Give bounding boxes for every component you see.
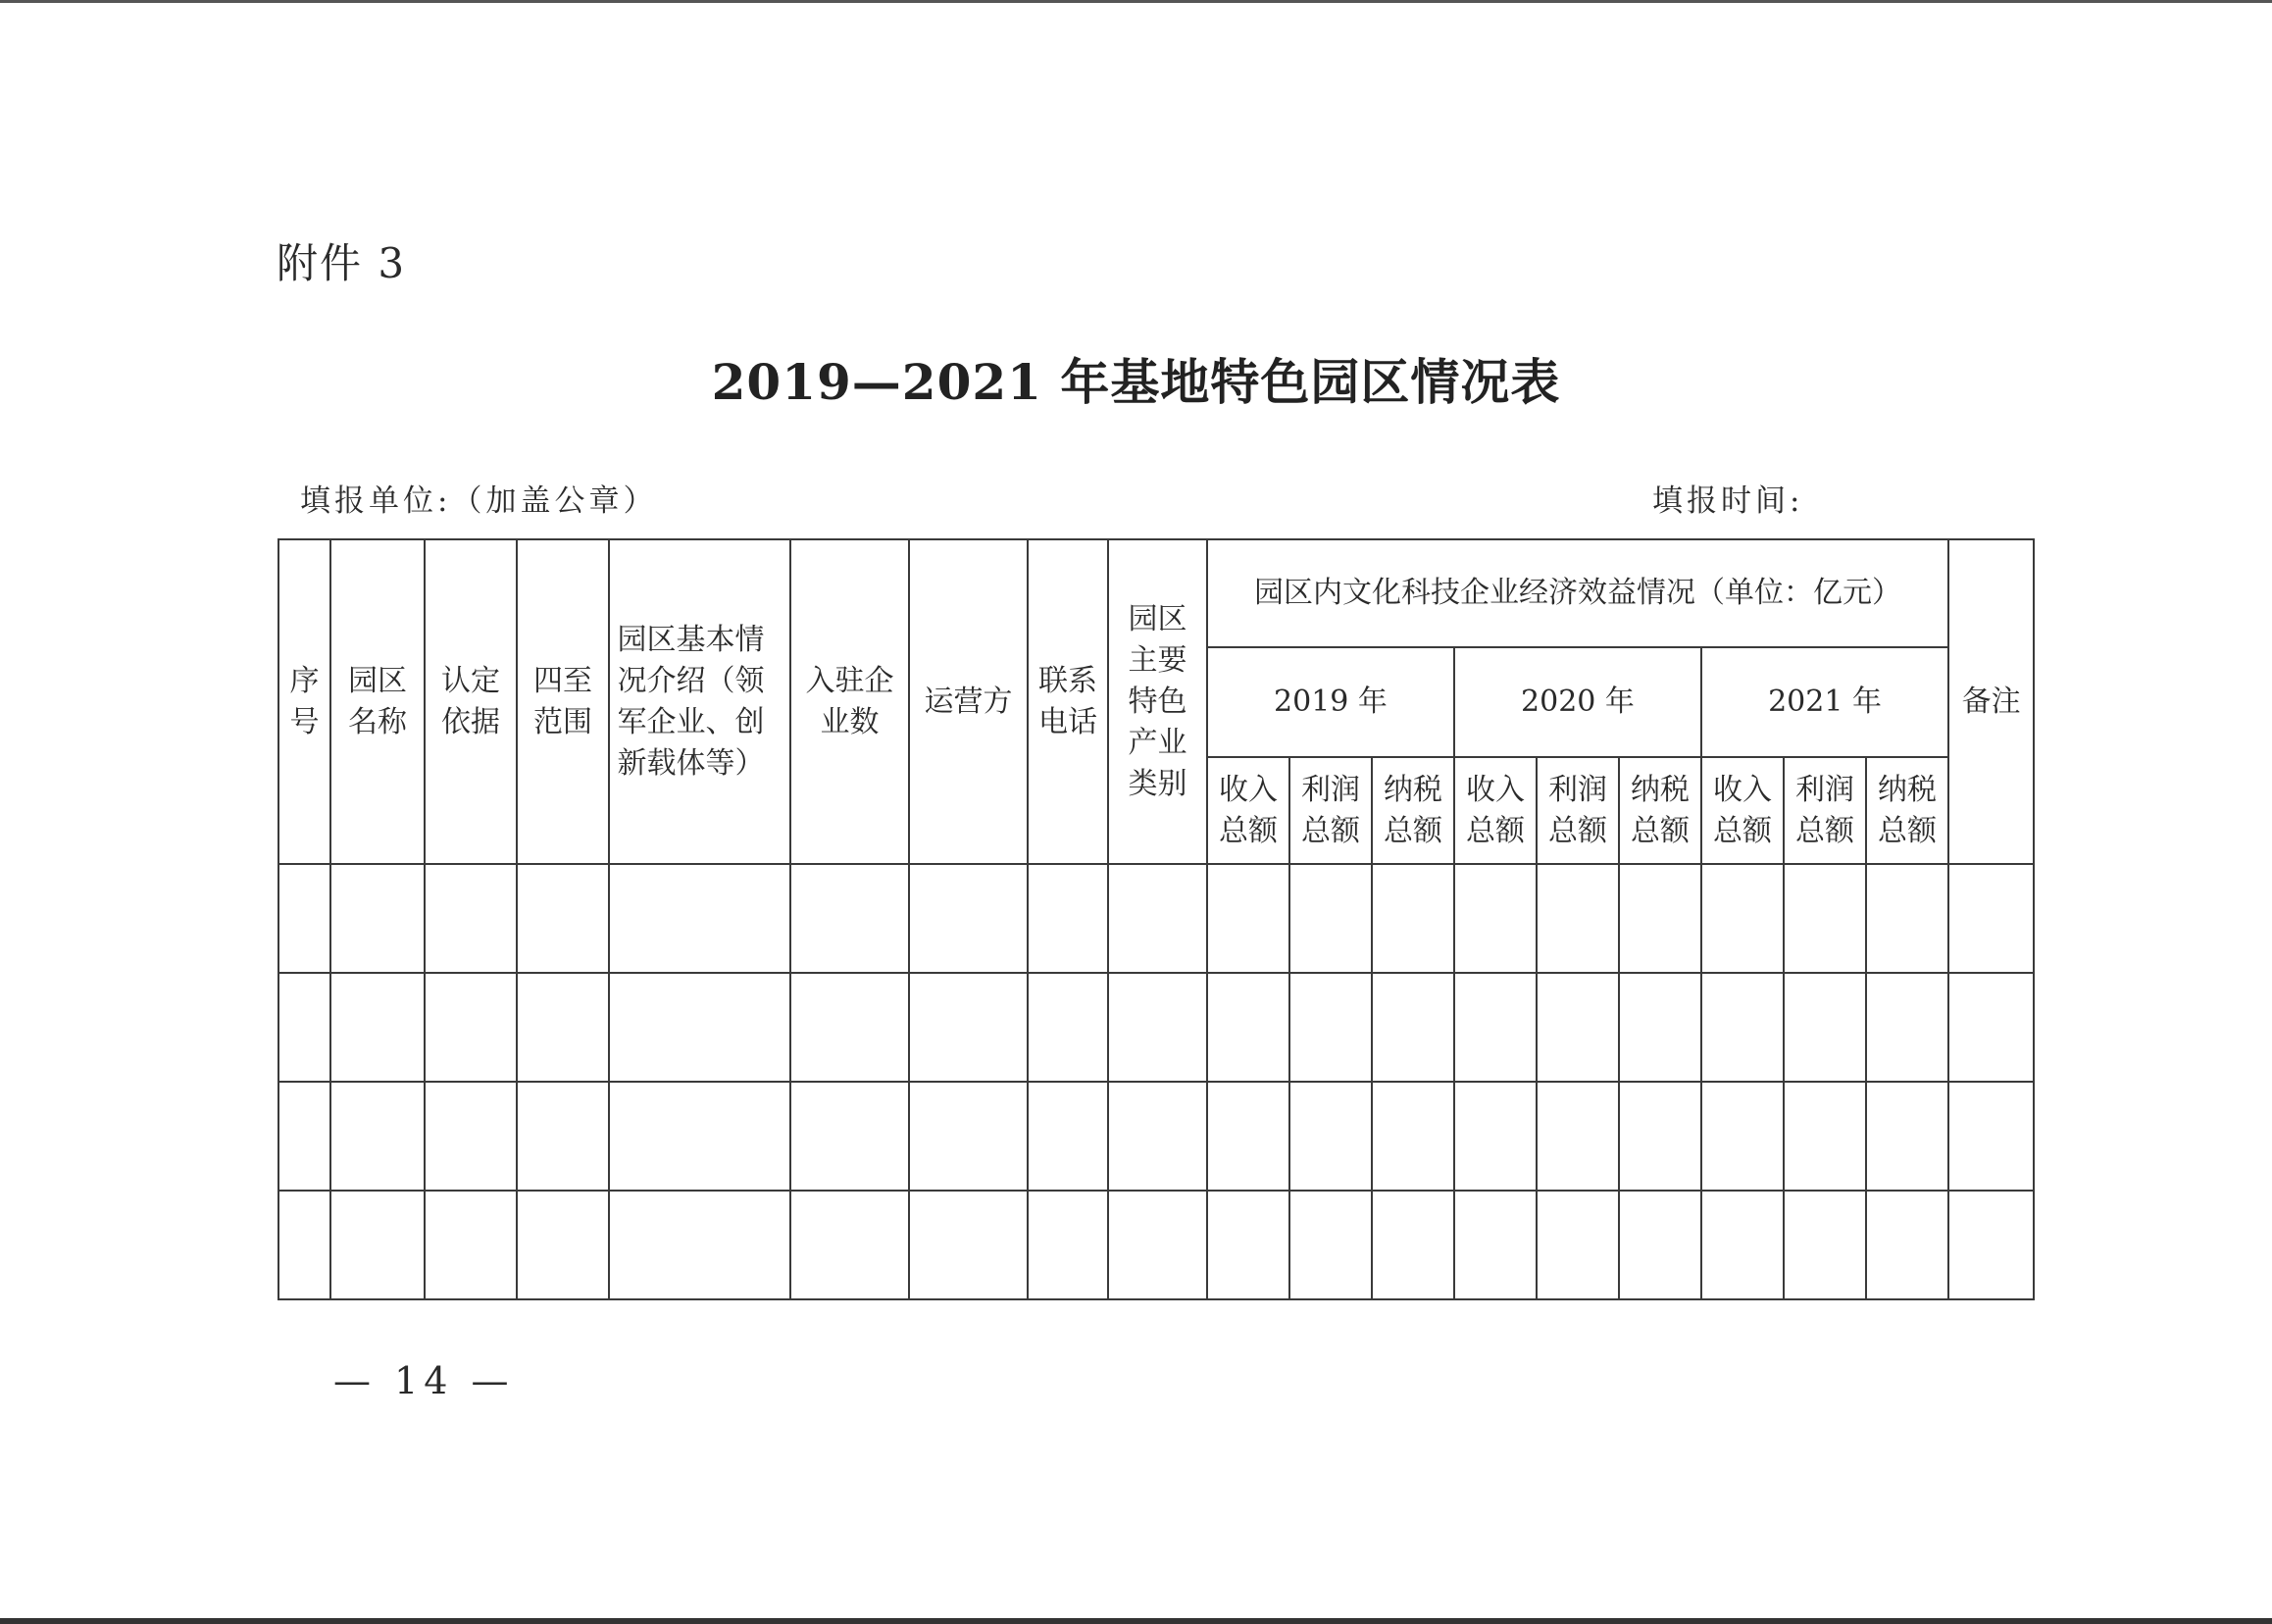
table-cell[interactable] bbox=[1289, 1191, 1372, 1299]
header-operator: 运营方 bbox=[909, 539, 1028, 864]
table-cell[interactable] bbox=[425, 973, 517, 1082]
header-metric: 纳税总额 bbox=[1619, 757, 1701, 864]
table-cell[interactable] bbox=[1619, 1082, 1701, 1191]
table-cell[interactable] bbox=[1784, 864, 1866, 973]
table-cell[interactable] bbox=[425, 1191, 517, 1299]
table-cell[interactable] bbox=[517, 1082, 609, 1191]
table-cell[interactable] bbox=[909, 1082, 1028, 1191]
fill-time-label: 填报时间: bbox=[1652, 483, 1804, 519]
table-row bbox=[278, 864, 2034, 973]
table-cell[interactable] bbox=[1948, 973, 2034, 1082]
table-cell[interactable] bbox=[278, 864, 330, 973]
table-cell[interactable] bbox=[1701, 864, 1784, 973]
header-metric: 纳税总额 bbox=[1372, 757, 1454, 864]
table-cell[interactable] bbox=[330, 973, 425, 1082]
table-cell[interactable] bbox=[1372, 973, 1454, 1082]
table-cell[interactable] bbox=[1948, 1191, 2034, 1299]
table-cell[interactable] bbox=[1866, 1191, 1948, 1299]
table-cell[interactable] bbox=[1207, 1082, 1289, 1191]
table-cell[interactable] bbox=[909, 1191, 1028, 1299]
table-cell[interactable] bbox=[1454, 1191, 1537, 1299]
table-cell[interactable] bbox=[425, 1082, 517, 1191]
header-intro: 园区基本情况介绍（领军企业、创新载体等） bbox=[609, 539, 790, 864]
table-cell[interactable] bbox=[1619, 973, 1701, 1082]
table-cell[interactable] bbox=[517, 1191, 609, 1299]
table-cell[interactable] bbox=[278, 1191, 330, 1299]
table-cell[interactable] bbox=[1866, 864, 1948, 973]
table-cell[interactable] bbox=[1372, 1082, 1454, 1191]
header-benefit-group: 园区内文化科技企业经济效益情况（单位：亿元） bbox=[1207, 539, 1948, 647]
table-cell[interactable] bbox=[609, 864, 790, 973]
header-basis: 认定依据 bbox=[425, 539, 517, 864]
table-cell[interactable] bbox=[609, 973, 790, 1082]
table-cell[interactable] bbox=[1289, 973, 1372, 1082]
table-body bbox=[278, 864, 2034, 1299]
table-cell[interactable] bbox=[1372, 864, 1454, 973]
table-cell[interactable] bbox=[1866, 1082, 1948, 1191]
header-seq: 序号 bbox=[278, 539, 330, 864]
scan-edge-top bbox=[0, 0, 2272, 3]
table-cell[interactable] bbox=[1454, 973, 1537, 1082]
table-cell[interactable] bbox=[278, 1082, 330, 1191]
table-cell[interactable] bbox=[1207, 864, 1289, 973]
table-cell[interactable] bbox=[1108, 1191, 1207, 1299]
header-metric: 收入总额 bbox=[1701, 757, 1784, 864]
table-cell[interactable] bbox=[1108, 1082, 1207, 1191]
table-cell[interactable] bbox=[1619, 864, 1701, 973]
table-row bbox=[278, 1191, 2034, 1299]
header-year: 2020 年 bbox=[1454, 647, 1701, 757]
header-enterprises: 入驻企业数 bbox=[790, 539, 909, 864]
table-cell[interactable] bbox=[909, 864, 1028, 973]
header-boundary: 四至范围 bbox=[517, 539, 609, 864]
header-row-1 bbox=[278, 539, 2034, 647]
table-cell[interactable] bbox=[1701, 1191, 1784, 1299]
table-cell[interactable] bbox=[1207, 973, 1289, 1082]
header-metric: 纳税总额 bbox=[1866, 757, 1948, 864]
table-cell[interactable] bbox=[609, 1082, 790, 1191]
table-cell[interactable] bbox=[1537, 973, 1619, 1082]
header-metric: 利润总额 bbox=[1289, 757, 1372, 864]
table-cell[interactable] bbox=[1701, 1082, 1784, 1191]
table-cell[interactable] bbox=[425, 864, 517, 973]
table-cell[interactable] bbox=[1207, 1191, 1289, 1299]
table-cell[interactable] bbox=[1784, 973, 1866, 1082]
table-cell[interactable] bbox=[609, 1191, 790, 1299]
header-metric: 收入总额 bbox=[1454, 757, 1537, 864]
table-cell[interactable] bbox=[1028, 1082, 1108, 1191]
table-cell[interactable] bbox=[330, 1191, 425, 1299]
table-cell[interactable] bbox=[330, 864, 425, 973]
table-cell[interactable] bbox=[517, 973, 609, 1082]
table-cell[interactable] bbox=[1784, 1082, 1866, 1191]
header-park-name: 园区名称 bbox=[330, 539, 425, 864]
attachment-label: 附件 3 bbox=[277, 239, 407, 287]
header-metric: 利润总额 bbox=[1537, 757, 1619, 864]
table-cell[interactable] bbox=[790, 1082, 909, 1191]
table-cell[interactable] bbox=[1866, 973, 1948, 1082]
table-cell[interactable] bbox=[1028, 1191, 1108, 1299]
table-cell[interactable] bbox=[1108, 864, 1207, 973]
filler-unit-label: 填报单位:（加盖公章） bbox=[300, 483, 658, 519]
table-cell[interactable] bbox=[1784, 1191, 1866, 1299]
table-row bbox=[278, 973, 2034, 1082]
header-metric: 收入总额 bbox=[1207, 757, 1289, 864]
table-cell[interactable] bbox=[517, 864, 609, 973]
table-cell[interactable] bbox=[1454, 864, 1537, 973]
table-cell[interactable] bbox=[330, 1082, 425, 1191]
scan-edge-bottom bbox=[0, 1618, 2272, 1624]
header-metric: 利润总额 bbox=[1784, 757, 1866, 864]
table-cell[interactable] bbox=[1289, 1082, 1372, 1191]
table-cell[interactable] bbox=[1289, 864, 1372, 973]
table-row bbox=[278, 1082, 2034, 1191]
table-cell[interactable] bbox=[1619, 1191, 1701, 1299]
table-cell[interactable] bbox=[1537, 864, 1619, 973]
table-cell[interactable] bbox=[1948, 1082, 2034, 1191]
header-industry: 园区主要特色产业类别 bbox=[1108, 539, 1207, 864]
table-cell[interactable] bbox=[1028, 973, 1108, 1082]
header-remarks: 备注 bbox=[1948, 539, 2034, 864]
table-cell[interactable] bbox=[1537, 1082, 1619, 1191]
table-cell[interactable] bbox=[1948, 864, 2034, 973]
park-report-table bbox=[278, 538, 2035, 1300]
header-year: 2019 年 bbox=[1207, 647, 1454, 757]
table-cell[interactable] bbox=[1454, 1082, 1537, 1191]
table-cell[interactable] bbox=[790, 1191, 909, 1299]
header-year: 2021 年 bbox=[1701, 647, 1948, 757]
table-cell[interactable] bbox=[1701, 973, 1784, 1082]
table-cell[interactable] bbox=[1028, 864, 1108, 973]
header-phone: 联系电话 bbox=[1028, 539, 1108, 864]
table-cell[interactable] bbox=[1372, 1191, 1454, 1299]
document-title: 2019—2021 年基地特色园区情况表 bbox=[711, 353, 1561, 411]
table-cell[interactable] bbox=[909, 973, 1028, 1082]
page-number: — 14 — bbox=[333, 1359, 515, 1402]
table-cell[interactable] bbox=[1537, 1191, 1619, 1299]
table-cell[interactable] bbox=[790, 973, 909, 1082]
table-cell[interactable] bbox=[278, 973, 330, 1082]
table-cell[interactable] bbox=[1108, 973, 1207, 1082]
table-cell[interactable] bbox=[790, 864, 909, 973]
